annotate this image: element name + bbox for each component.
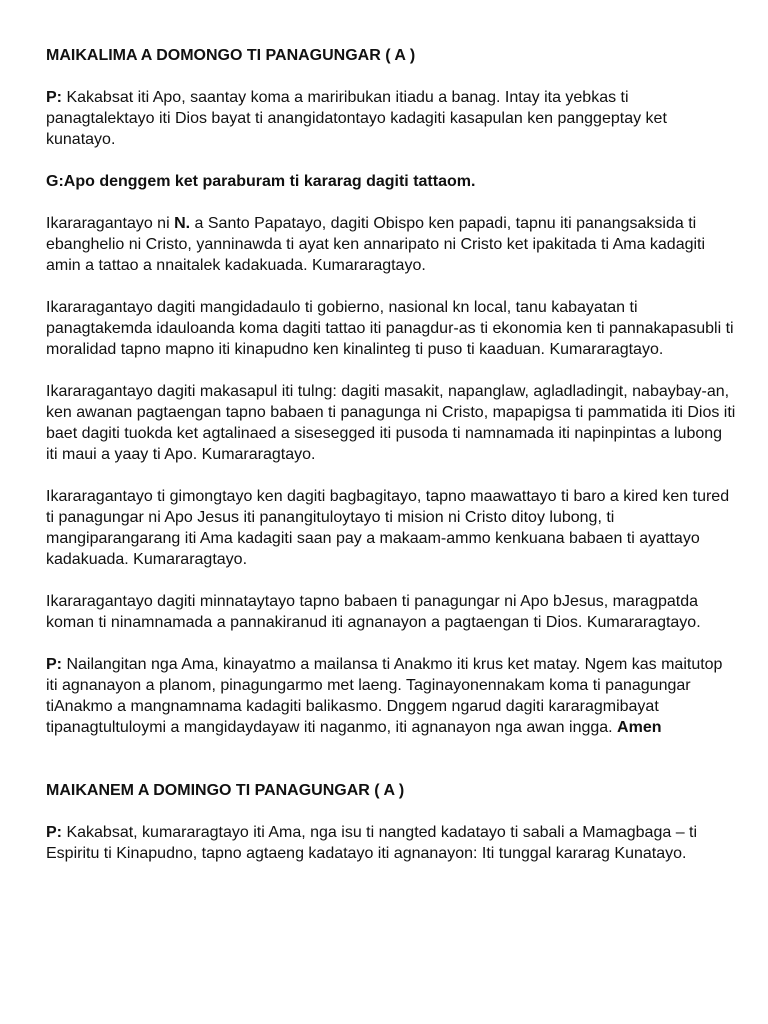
document-page xyxy=(46,45,736,885)
people-response: G:Apo denggem ket paraburam ti kararag dagiti tattaom. xyxy=(46,173,476,190)
priest-label: P: xyxy=(46,656,62,673)
prayer-1 xyxy=(46,213,736,276)
prayer-5: Ikararagantayo dagiti minnataytayo tapno babaen ti panagungar ni Apo bJesus, maragpatda koman ti ninamnamada a pannakiranud iti agnanayon a pagtaengan ti Dios. Kumararagtayo. xyxy=(46,593,701,631)
section2-intro-text: Kakabsat, kumararagtayo iti Ama, nga isu ti nangted kadatayo ti sabali a Mamagbaga – ti Espiritu ti Kinapudno, tapno agtaeng kadatayo iti agnanayon: Iti tunggal kararag Kunatayo. xyxy=(46,824,698,862)
prayer-1-before: Ikararagantayo ni xyxy=(46,215,175,232)
prayer-2: Ikararagantayo dagiti mangidadaulo ti gobierno, nasional kn local, tanu kabayatan ti panagtakemda idauloanda koma dagiti tattao iti panagdur-as ti ekonomia ken ti pannakapasubli ti moralidad tapno mapno iti kinapudno ken kinalinteg ti puso ti kaaduan. Kumararagtayo. xyxy=(46,299,734,358)
closing-prayer xyxy=(46,654,736,738)
section2-title: MAIKANEM A DOMINGO TI PANAGUNGAR ( A ) xyxy=(46,782,405,799)
section1-intro xyxy=(46,87,736,150)
prayer-1-after: a Santo Papatayo, dagiti Obispo ken papadi, tapnu iti panangsaksida ti ebanghelio ni Cristo, yanninawda ti ayat ken annaripato ni Cristo ket ipakitada ti Ama kadagiti amin a tattao a nnaitalek kadakuada. Kumararagtayo. xyxy=(46,215,706,274)
amen-label: Amen xyxy=(617,719,662,736)
prayer-3: Ikararagantayo dagiti makasapul iti tulng: dagiti masakit, napanglaw, agladladingit, nabaybay-an, ken awanan pagtaengan tapno babaen ti panagunga ni Cristo, mapapigsa ti pammatida iti Dios iti baet dagiti tuokda ket agtalinaed a sisesegged iti pusoda ti namnamada iti napinpintas a lubong iti maui a yaay ti Apo. Kumararagtayo. xyxy=(46,383,736,463)
priest-label: P: xyxy=(46,89,62,106)
prayer-4: Ikararagantayo ti gimongtayo ken dagiti bagbagitayo, tapno maawattayo ti baro a kired ken tured ti panagungar ni Apo Jesus iti panangituloytayo ti mision ni Cristo ditoy lubong, ti mangiparangarang iti Ama kadagiti saan pay a makaam-ammo kenkuana babaen ti ayattayo kadakuada. Kumararagtayo. xyxy=(46,488,730,568)
section1-intro-text: Kakabsat iti Apo, saantay koma a mariribukan itiadu a banag. Intay ita yebkas ti panagtalektayo iti Dios bayat ti anangidatontayo kadagiti kasapulan ken panggeptay ket kunatayo. xyxy=(46,89,667,148)
closing-prayer-text: Nailangitan nga Ama, kinayatmo a mailansa ti Anakmo iti krus ket matay. Ngem kas maitutop iti agnanayon a planom, pinagungarmo met laeng. Taginayonennakam koma ti panagungar tiAnakmo a mangnamnama kadagiti balikasmo. Dnggem ngarud dagiti kararagmibayat tipanagtultuloymi a mangidaydayaw iti naganmo, iti agnanayon nga awan ingga. xyxy=(46,656,723,736)
section1-title: MAIKALIMA A DOMONGO TI PANAGUNGAR ( A ) xyxy=(46,47,416,64)
priest-label: P: xyxy=(46,824,62,841)
section-spacer xyxy=(46,759,736,780)
prayer-1-name: N. xyxy=(174,215,191,232)
section2-intro xyxy=(46,822,736,864)
